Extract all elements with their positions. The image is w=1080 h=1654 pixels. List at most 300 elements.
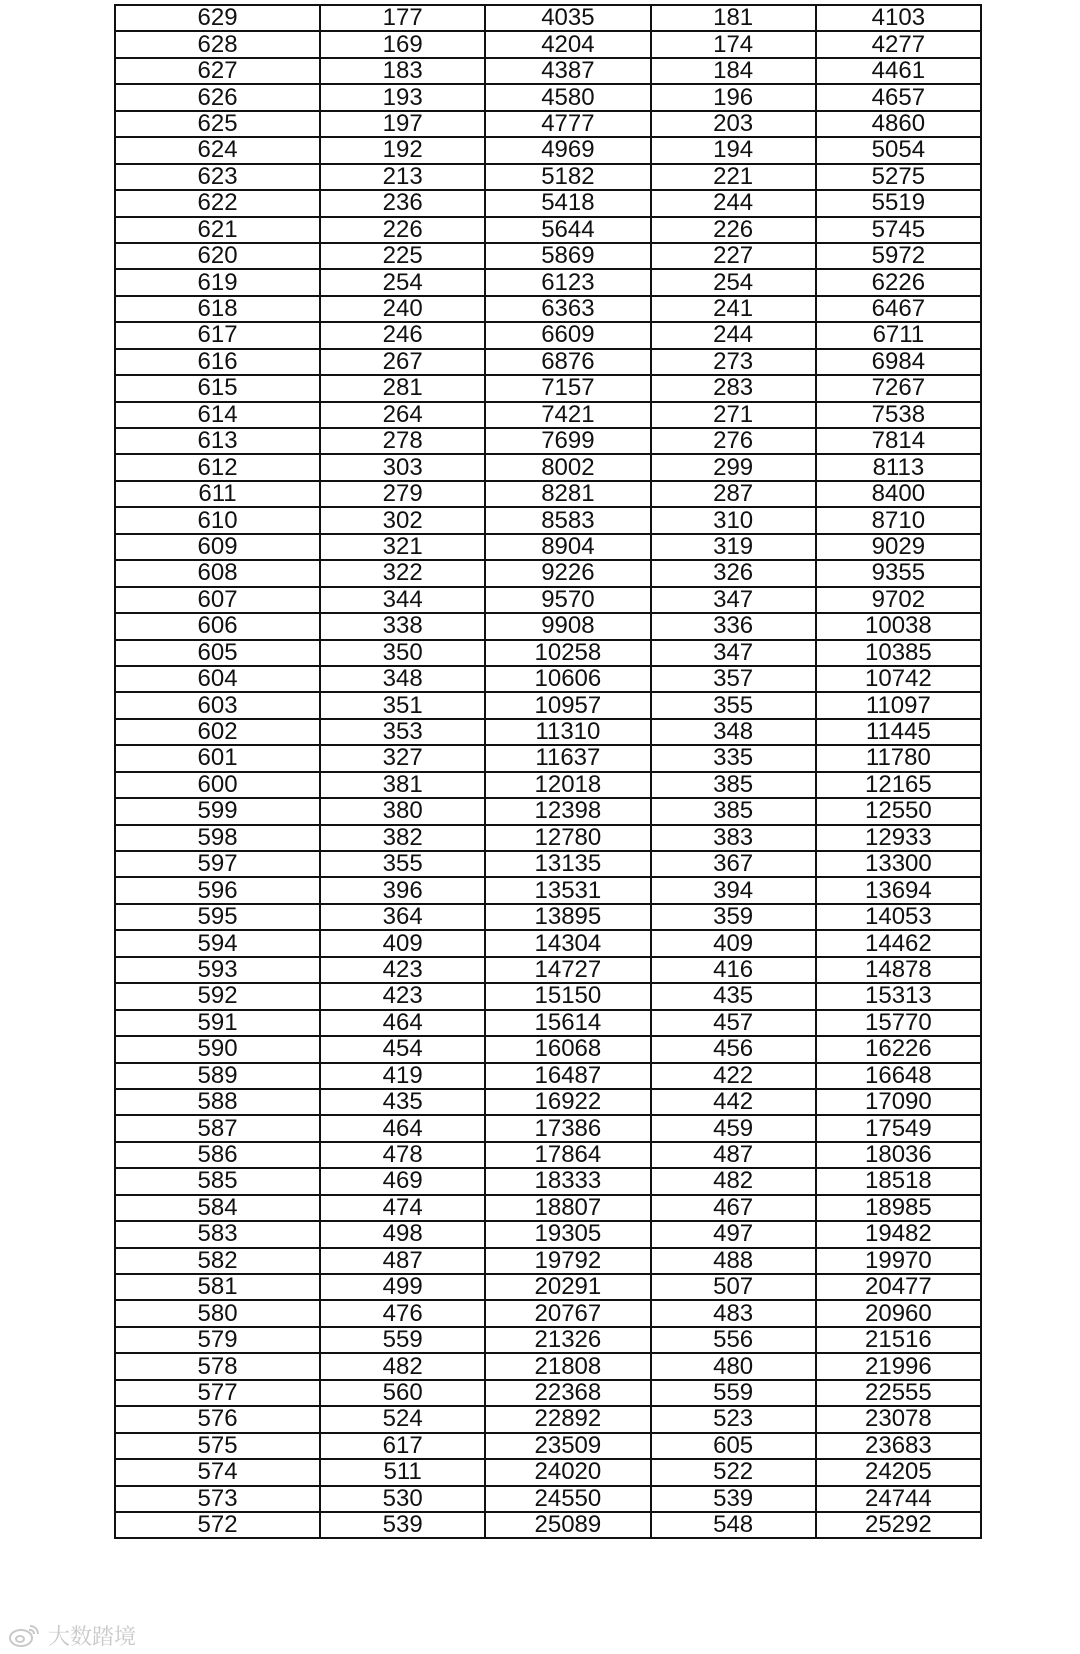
- table-cell: 4969: [485, 137, 650, 163]
- table-row: [115, 217, 981, 243]
- table-row: [115, 1010, 981, 1036]
- table-row: [115, 904, 981, 930]
- table-cell: 326: [651, 560, 816, 586]
- table-cell: 213: [320, 164, 485, 190]
- table-cell: 498: [320, 1221, 485, 1247]
- table-cell: 7814: [816, 428, 981, 454]
- table-cell: 586: [115, 1142, 320, 1168]
- table-cell: 24744: [816, 1486, 981, 1512]
- table-body: [115, 5, 981, 1538]
- table-row: [115, 190, 981, 216]
- table-row: [115, 1486, 981, 1512]
- table-row: [115, 349, 981, 375]
- table-cell: 267: [320, 349, 485, 375]
- table-row: [115, 84, 981, 110]
- table-cell: 383: [651, 825, 816, 851]
- table-cell: 9908: [485, 613, 650, 639]
- table-cell: 6711: [816, 322, 981, 348]
- table-cell: 15150: [485, 983, 650, 1009]
- table-cell: 15313: [816, 983, 981, 1009]
- table-cell: 310: [651, 507, 816, 533]
- table-cell: 605: [115, 640, 320, 666]
- table-cell: 4387: [485, 58, 650, 84]
- table-cell: 15614: [485, 1010, 650, 1036]
- table-cell: 348: [320, 666, 485, 692]
- table-cell: 457: [651, 1010, 816, 1036]
- table-cell: 487: [651, 1142, 816, 1168]
- table-cell: 5745: [816, 217, 981, 243]
- table-cell: 482: [651, 1168, 816, 1194]
- table-cell: 5182: [485, 164, 650, 190]
- table-row: [115, 1168, 981, 1194]
- table-cell: 591: [115, 1010, 320, 1036]
- table-cell: 226: [651, 217, 816, 243]
- table-cell: 616: [115, 349, 320, 375]
- table-cell: 581: [115, 1274, 320, 1300]
- table-cell: 464: [320, 1010, 485, 1036]
- table-cell: 8113: [816, 454, 981, 480]
- table-row: [115, 1459, 981, 1485]
- table-row: [115, 31, 981, 57]
- table-row: [115, 666, 981, 692]
- table-row: [115, 1512, 981, 1538]
- table-row: [115, 507, 981, 533]
- table-cell: 556: [651, 1327, 816, 1353]
- table-cell: 283: [651, 375, 816, 401]
- table-row: [115, 877, 981, 903]
- table-row: [115, 269, 981, 295]
- table-cell: 299: [651, 454, 816, 480]
- table-cell: 559: [320, 1327, 485, 1353]
- table-cell: 276: [651, 428, 816, 454]
- table-row: [115, 772, 981, 798]
- table-cell: 603: [115, 692, 320, 718]
- table-cell: 12018: [485, 772, 650, 798]
- table-cell: 273: [651, 349, 816, 375]
- table-cell: 16648: [816, 1063, 981, 1089]
- table-cell: 623: [115, 164, 320, 190]
- table-cell: 628: [115, 31, 320, 57]
- table-cell: 523: [651, 1406, 816, 1432]
- table-row: [115, 296, 981, 322]
- table-cell: 19482: [816, 1221, 981, 1247]
- table-cell: 497: [651, 1221, 816, 1247]
- table-cell: 327: [320, 745, 485, 771]
- table-cell: 10606: [485, 666, 650, 692]
- table-cell: 442: [651, 1089, 816, 1115]
- table-cell: 621: [115, 217, 320, 243]
- table-cell: 611: [115, 481, 320, 507]
- table-row: [115, 1406, 981, 1432]
- table-cell: 244: [651, 322, 816, 348]
- table-cell: 5972: [816, 243, 981, 269]
- table-cell: 596: [115, 877, 320, 903]
- table-row: [115, 375, 981, 401]
- table-cell: 5869: [485, 243, 650, 269]
- table-cell: 4204: [485, 31, 650, 57]
- table-cell: 4777: [485, 111, 650, 137]
- table-row: [115, 1433, 981, 1459]
- table-cell: 593: [115, 957, 320, 983]
- table-row: [115, 719, 981, 745]
- table-cell: 240: [320, 296, 485, 322]
- table-cell: 13694: [816, 877, 981, 903]
- table-cell: 6609: [485, 322, 650, 348]
- table-row: [115, 1300, 981, 1326]
- table-cell: 617: [115, 322, 320, 348]
- table-cell: 511: [320, 1459, 485, 1485]
- table-cell: 4860: [816, 111, 981, 137]
- table-cell: 4580: [485, 84, 650, 110]
- table-cell: 10038: [816, 613, 981, 639]
- table-cell: 25089: [485, 1512, 650, 1538]
- table-cell: 322: [320, 560, 485, 586]
- table-row: [115, 560, 981, 586]
- table-row: [115, 1036, 981, 1062]
- table-cell: 605: [651, 1433, 816, 1459]
- table-cell: 619: [115, 269, 320, 295]
- table-cell: 396: [320, 877, 485, 903]
- table-row: [115, 322, 981, 348]
- table-cell: 11637: [485, 745, 650, 771]
- table-row: [115, 481, 981, 507]
- table-cell: 576: [115, 1406, 320, 1432]
- table-cell: 7538: [816, 402, 981, 428]
- table-cell: 459: [651, 1115, 816, 1141]
- table-cell: 20767: [485, 1300, 650, 1326]
- table-cell: 380: [320, 798, 485, 824]
- table-cell: 604: [115, 666, 320, 692]
- table-cell: 608: [115, 560, 320, 586]
- table-cell: 7267: [816, 375, 981, 401]
- table-cell: 22555: [816, 1380, 981, 1406]
- table-cell: 409: [320, 930, 485, 956]
- table-cell: 6984: [816, 349, 981, 375]
- table-cell: 435: [320, 1089, 485, 1115]
- table-cell: 10385: [816, 640, 981, 666]
- table-cell: 16922: [485, 1089, 650, 1115]
- table-row: [115, 243, 981, 269]
- table-cell: 522: [651, 1459, 816, 1485]
- table-cell: 20291: [485, 1274, 650, 1300]
- table-cell: 419: [320, 1063, 485, 1089]
- table-cell: 344: [320, 587, 485, 613]
- table-row: [115, 1248, 981, 1274]
- table-row: [115, 587, 981, 613]
- table-cell: 394: [651, 877, 816, 903]
- table-cell: 21996: [816, 1353, 981, 1379]
- table-row: [115, 1221, 981, 1247]
- table-cell: 10742: [816, 666, 981, 692]
- table-cell: 17864: [485, 1142, 650, 1168]
- table-cell: 351: [320, 692, 485, 718]
- table-cell: 13135: [485, 851, 650, 877]
- table-cell: 177: [320, 5, 485, 31]
- table-cell: 626: [115, 84, 320, 110]
- table-row: [115, 1063, 981, 1089]
- table-cell: 357: [651, 666, 816, 692]
- table-cell: 579: [115, 1327, 320, 1353]
- table-cell: 17386: [485, 1115, 650, 1141]
- table-cell: 5644: [485, 217, 650, 243]
- table-cell: 4461: [816, 58, 981, 84]
- table-cell: 19970: [816, 1248, 981, 1274]
- table-row: [115, 825, 981, 851]
- table-cell: 18985: [816, 1195, 981, 1221]
- table-cell: 482: [320, 1353, 485, 1379]
- table-cell: 183: [320, 58, 485, 84]
- table-cell: 355: [651, 692, 816, 718]
- table-cell: 9355: [816, 560, 981, 586]
- table-cell: 487: [320, 1248, 485, 1274]
- table-row: [115, 1115, 981, 1141]
- table-cell: 221: [651, 164, 816, 190]
- table-cell: 19305: [485, 1221, 650, 1247]
- table-cell: 483: [651, 1300, 816, 1326]
- table-row: [115, 454, 981, 480]
- table-cell: 355: [320, 851, 485, 877]
- table-cell: 8710: [816, 507, 981, 533]
- table-row: [115, 428, 981, 454]
- table-cell: 18807: [485, 1195, 650, 1221]
- table-row: [115, 1089, 981, 1115]
- table-cell: 241: [651, 296, 816, 322]
- table-row: [115, 1380, 981, 1406]
- table-cell: 612: [115, 454, 320, 480]
- table-cell: 21326: [485, 1327, 650, 1353]
- table-cell: 13895: [485, 904, 650, 930]
- table-cell: 194: [651, 137, 816, 163]
- table-cell: 9029: [816, 534, 981, 560]
- table-cell: 6467: [816, 296, 981, 322]
- table-cell: 5275: [816, 164, 981, 190]
- table-cell: 548: [651, 1512, 816, 1538]
- table-cell: 335: [651, 745, 816, 771]
- table-cell: 278: [320, 428, 485, 454]
- table-cell: 4035: [485, 5, 650, 31]
- table-cell: 364: [320, 904, 485, 930]
- table-cell: 8583: [485, 507, 650, 533]
- table-cell: 17090: [816, 1089, 981, 1115]
- table-row: [115, 613, 981, 639]
- table-cell: 13531: [485, 877, 650, 903]
- table-cell: 287: [651, 481, 816, 507]
- table-cell: 5519: [816, 190, 981, 216]
- table-cell: 14053: [816, 904, 981, 930]
- table-cell: 381: [320, 772, 485, 798]
- table-cell: 478: [320, 1142, 485, 1168]
- table-cell: 10957: [485, 692, 650, 718]
- table-row: [115, 1274, 981, 1300]
- table-row: [115, 640, 981, 666]
- table-cell: 454: [320, 1036, 485, 1062]
- table-cell: 197: [320, 111, 485, 137]
- table-cell: 4657: [816, 84, 981, 110]
- table-cell: 13300: [816, 851, 981, 877]
- score-distribution-sheet: [114, 4, 982, 1539]
- table-cell: 7699: [485, 428, 650, 454]
- table-cell: 587: [115, 1115, 320, 1141]
- table-cell: 573: [115, 1486, 320, 1512]
- table-cell: 585: [115, 1168, 320, 1194]
- table-cell: 227: [651, 243, 816, 269]
- table-cell: 271: [651, 402, 816, 428]
- table-cell: 476: [320, 1300, 485, 1326]
- table-row: [115, 534, 981, 560]
- table-cell: 4277: [816, 31, 981, 57]
- table-cell: 22368: [485, 1380, 650, 1406]
- table-row: [115, 957, 981, 983]
- table-cell: 9226: [485, 560, 650, 586]
- table-cell: 303: [320, 454, 485, 480]
- table-cell: 614: [115, 402, 320, 428]
- table-cell: 7421: [485, 402, 650, 428]
- table-cell: 353: [320, 719, 485, 745]
- table-cell: 19792: [485, 1248, 650, 1274]
- table-cell: 474: [320, 1195, 485, 1221]
- table-cell: 382: [320, 825, 485, 851]
- table-cell: 385: [651, 772, 816, 798]
- table-cell: 12933: [816, 825, 981, 851]
- table-cell: 629: [115, 5, 320, 31]
- table-cell: 16226: [816, 1036, 981, 1062]
- table-row: [115, 692, 981, 718]
- table-cell: 582: [115, 1248, 320, 1274]
- table-row: [115, 1353, 981, 1379]
- table-cell: 589: [115, 1063, 320, 1089]
- table-cell: 16487: [485, 1063, 650, 1089]
- table-cell: 254: [320, 269, 485, 295]
- table-cell: 347: [651, 640, 816, 666]
- table-cell: 174: [651, 31, 816, 57]
- table-cell: 480: [651, 1353, 816, 1379]
- table-cell: 14878: [816, 957, 981, 983]
- table-cell: 244: [651, 190, 816, 216]
- table-cell: 196: [651, 84, 816, 110]
- table-cell: 385: [651, 798, 816, 824]
- table-cell: 598: [115, 825, 320, 851]
- table-row: [115, 798, 981, 824]
- table-cell: 539: [651, 1486, 816, 1512]
- table-cell: 507: [651, 1274, 816, 1300]
- table-cell: 6876: [485, 349, 650, 375]
- table-row: [115, 745, 981, 771]
- table-cell: 12165: [816, 772, 981, 798]
- table-cell: 169: [320, 31, 485, 57]
- table-row: [115, 5, 981, 31]
- table-cell: 359: [651, 904, 816, 930]
- table-cell: 4103: [816, 5, 981, 31]
- table-cell: 5418: [485, 190, 650, 216]
- table-cell: 14462: [816, 930, 981, 956]
- table-cell: 24020: [485, 1459, 650, 1485]
- table-cell: 588: [115, 1089, 320, 1115]
- table-cell: 607: [115, 587, 320, 613]
- table-cell: 597: [115, 851, 320, 877]
- table-row: [115, 1195, 981, 1221]
- table-cell: 620: [115, 243, 320, 269]
- table-cell: 595: [115, 904, 320, 930]
- table-cell: 236: [320, 190, 485, 216]
- table-cell: 264: [320, 402, 485, 428]
- table-cell: 20477: [816, 1274, 981, 1300]
- table-cell: 184: [651, 58, 816, 84]
- table-cell: 18036: [816, 1142, 981, 1168]
- table-cell: 12398: [485, 798, 650, 824]
- table-cell: 8400: [816, 481, 981, 507]
- table-cell: 499: [320, 1274, 485, 1300]
- table-cell: 181: [651, 5, 816, 31]
- table-cell: 11310: [485, 719, 650, 745]
- table-cell: 627: [115, 58, 320, 84]
- table-cell: 9702: [816, 587, 981, 613]
- table-cell: 599: [115, 798, 320, 824]
- table-cell: 226: [320, 217, 485, 243]
- table-cell: 11445: [816, 719, 981, 745]
- table-cell: 350: [320, 640, 485, 666]
- table-cell: 456: [651, 1036, 816, 1062]
- table-cell: 6123: [485, 269, 650, 295]
- table-cell: 21808: [485, 1353, 650, 1379]
- table-cell: 488: [651, 1248, 816, 1274]
- table-cell: 20960: [816, 1300, 981, 1326]
- table-cell: 24550: [485, 1486, 650, 1512]
- table-row: [115, 137, 981, 163]
- table-cell: 192: [320, 137, 485, 163]
- table-cell: 336: [651, 613, 816, 639]
- table-cell: 203: [651, 111, 816, 137]
- table-row: [115, 111, 981, 137]
- table-cell: 14304: [485, 930, 650, 956]
- table-cell: 469: [320, 1168, 485, 1194]
- watermark-text: 大数踏境: [48, 1624, 137, 1650]
- table-cell: 24205: [816, 1459, 981, 1485]
- table-cell: 435: [651, 983, 816, 1009]
- table-row: [115, 851, 981, 877]
- table-cell: 574: [115, 1459, 320, 1485]
- table-cell: 23509: [485, 1433, 650, 1459]
- table-cell: 530: [320, 1486, 485, 1512]
- table-cell: 11097: [816, 692, 981, 718]
- table-cell: 338: [320, 613, 485, 639]
- table-cell: 416: [651, 957, 816, 983]
- table-cell: 15770: [816, 1010, 981, 1036]
- table-cell: 590: [115, 1036, 320, 1062]
- table-cell: 193: [320, 84, 485, 110]
- table-cell: 23683: [816, 1433, 981, 1459]
- table-row: [115, 1327, 981, 1353]
- table-cell: 583: [115, 1221, 320, 1247]
- table-cell: 422: [651, 1063, 816, 1089]
- table-row: [115, 164, 981, 190]
- table-cell: 14727: [485, 957, 650, 983]
- table-cell: 560: [320, 1380, 485, 1406]
- table-cell: 16068: [485, 1036, 650, 1062]
- table-cell: 347: [651, 587, 816, 613]
- table-cell: 615: [115, 375, 320, 401]
- table-cell: 577: [115, 1380, 320, 1406]
- table-cell: 617: [320, 1433, 485, 1459]
- table-cell: 8904: [485, 534, 650, 560]
- table-cell: 22892: [485, 1406, 650, 1432]
- table-cell: 539: [320, 1512, 485, 1538]
- table-cell: 464: [320, 1115, 485, 1141]
- table-cell: 12550: [816, 798, 981, 824]
- table-cell: 302: [320, 507, 485, 533]
- table-cell: 610: [115, 507, 320, 533]
- table-cell: 225: [320, 243, 485, 269]
- watermark: [6, 1620, 140, 1650]
